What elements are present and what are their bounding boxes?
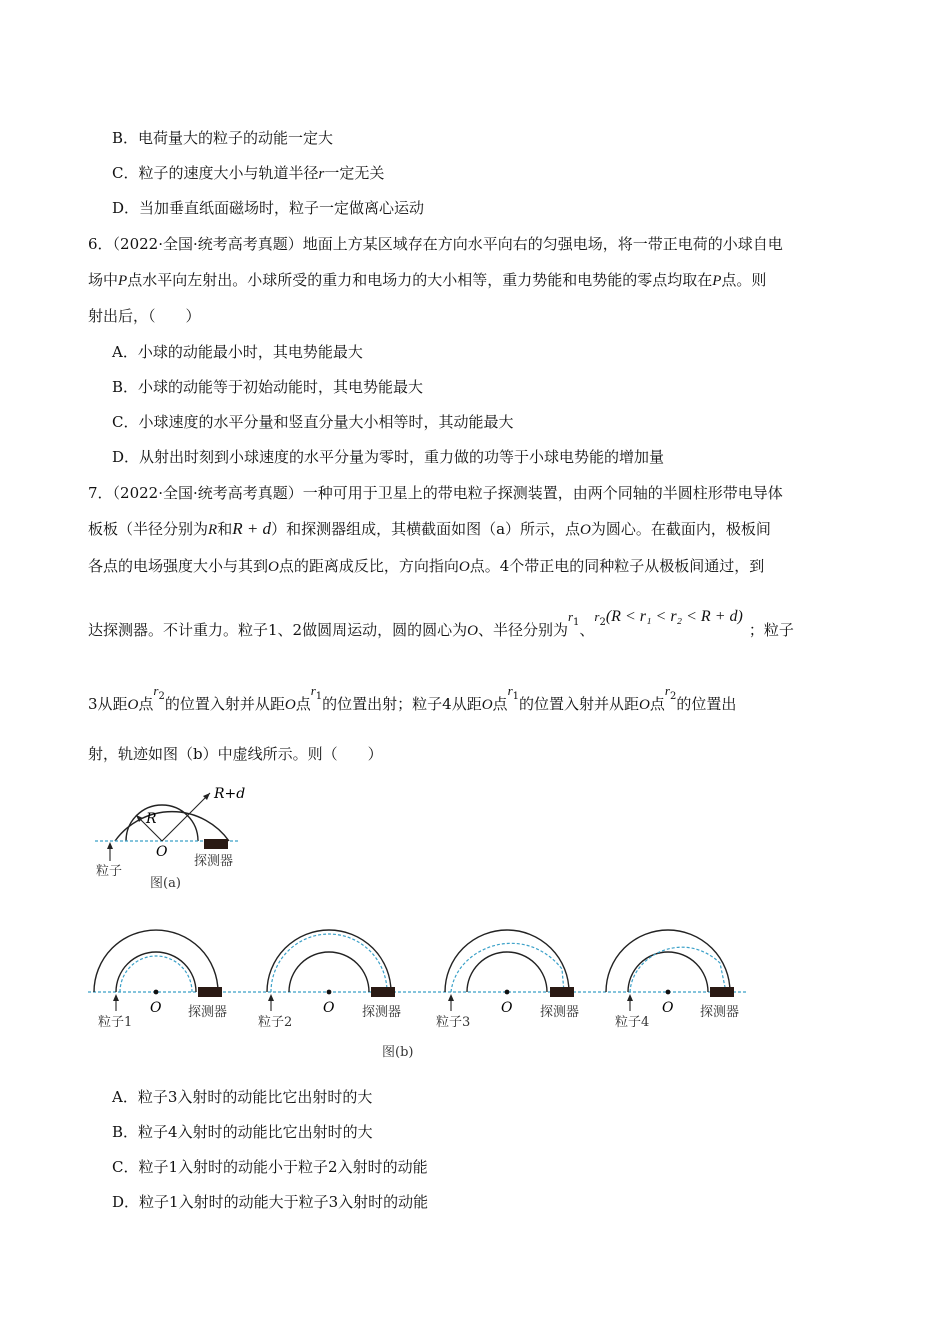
q6-option-b: B．小球的动能等于初始动能时，其电势能最大 — [112, 378, 424, 396]
q7-stem-line1: 7．（2022·全国·统考高考真题）一种可用于卫星上的带电粒子探测装置，由两个同轴的半圆柱形带电导体 — [88, 484, 783, 502]
q5-option-c: C．粒子的速度大小与轨道半径r一定无关 — [112, 164, 385, 182]
q6-stem-line1: 6．（2022·全国·统考高考真题）地面上方某区域存在方向水平向右的匀强电场，将一带正电荷的小球自电 — [88, 235, 783, 253]
label-detector: 探测器 — [194, 854, 234, 869]
q7-option-b: B．粒子4入射时的动能比它出射时的大 — [112, 1123, 373, 1141]
label-O: O — [156, 844, 168, 860]
svg-text:O: O — [323, 1000, 335, 1016]
figure-a-caption: 图(a) — [150, 876, 181, 891]
q7-stem-line4: 达探测器。不计重力。粒子1、2做圆周运动，圆的圆心为O、半径分别为$r^1$、$r^2(R < r_1 < r_2 < R + d)$；粒子 — [88, 608, 794, 639]
svg-text:粒子1: 粒子1 — [98, 1015, 133, 1030]
q6-stem-line2: 场中P点水平向左射出。小球所受的重力和电场力的大小相等，重力势能和电势能的零点均取在P点。则 — [88, 271, 767, 289]
q5-option-d: D．当加垂直纸面磁场时，粒子一定做离心运动 — [112, 199, 425, 217]
figure-b-caption: 图(b) — [382, 1045, 414, 1060]
label-R-plus-d: R+d — [214, 786, 246, 802]
panel-particle-4 — [606, 930, 739, 1030]
svg-text:探测器: 探测器 — [540, 1005, 580, 1020]
q6-option-c: C．小球速度的水平分量和竖直分量大小相等时，其动能最大 — [112, 413, 514, 431]
svg-text:粒子2: 粒子2 — [258, 1015, 293, 1030]
svg-text:探测器: 探测器 — [188, 1005, 228, 1020]
svg-text:O: O — [501, 1000, 513, 1016]
svg-text:粒子3: 粒子3 — [436, 1015, 471, 1030]
q7-stem-line3: 各点的电场强度大小与其到O点的距离成反比，方向指向O点。4个带正电的同种粒子从极板间通过，到 — [88, 557, 765, 575]
svg-text:粒子4: 粒子4 — [615, 1015, 650, 1030]
q7-option-a: A．粒子3入射时的动能比它出射时的大 — [112, 1088, 373, 1106]
figure-b — [84, 925, 764, 1065]
panel-particle-1 — [94, 930, 227, 1030]
q6-option-d: D．从射出时刻到小球速度的水平分量为零时，重力做的功等于小球电势能的增加量 — [112, 448, 665, 466]
q7-option-d: D．粒子1入射时的动能大于粒子3入射时的动能 — [112, 1193, 429, 1211]
svg-text:O: O — [662, 1000, 674, 1016]
q5-option-b: B．电荷量大的粒子的动能一定大 — [112, 129, 334, 147]
q6-option-a: A．小球的动能最小时，其电势能最大 — [112, 343, 363, 361]
q7-option-c: C．粒子1入射时的动能小于粒子2入射时的动能 — [112, 1158, 428, 1176]
q7-stem-line6: 射，轨迹如图（b）中虚线所示。则（ ） — [88, 745, 383, 763]
svg-text:O: O — [150, 1000, 162, 1016]
q7-stem-line5: 3从距O点$r^2$的位置入射并从距O点$r^1$的位置出射；粒子4从距O点$r^1$的位置入射并从距O点$r^2$的位置出 — [88, 683, 737, 713]
label-particle: 粒子 — [96, 864, 123, 879]
q6-stem-line3: 射出后，（ ） — [88, 307, 201, 325]
label-R: R — [146, 811, 157, 827]
svg-text:探测器: 探测器 — [700, 1005, 740, 1020]
q7-stem-line2: 板板（半径分别为R和R + d）和探测器组成，其横截面如图（a）所示，点O为圆心。在截面内，极板间 — [88, 519, 771, 538]
panel-particle-2 — [258, 930, 401, 1030]
panel-particle-3 — [436, 930, 579, 1030]
detector-block — [204, 839, 228, 849]
figure-a — [90, 778, 260, 896]
svg-text:探测器: 探测器 — [362, 1005, 402, 1020]
